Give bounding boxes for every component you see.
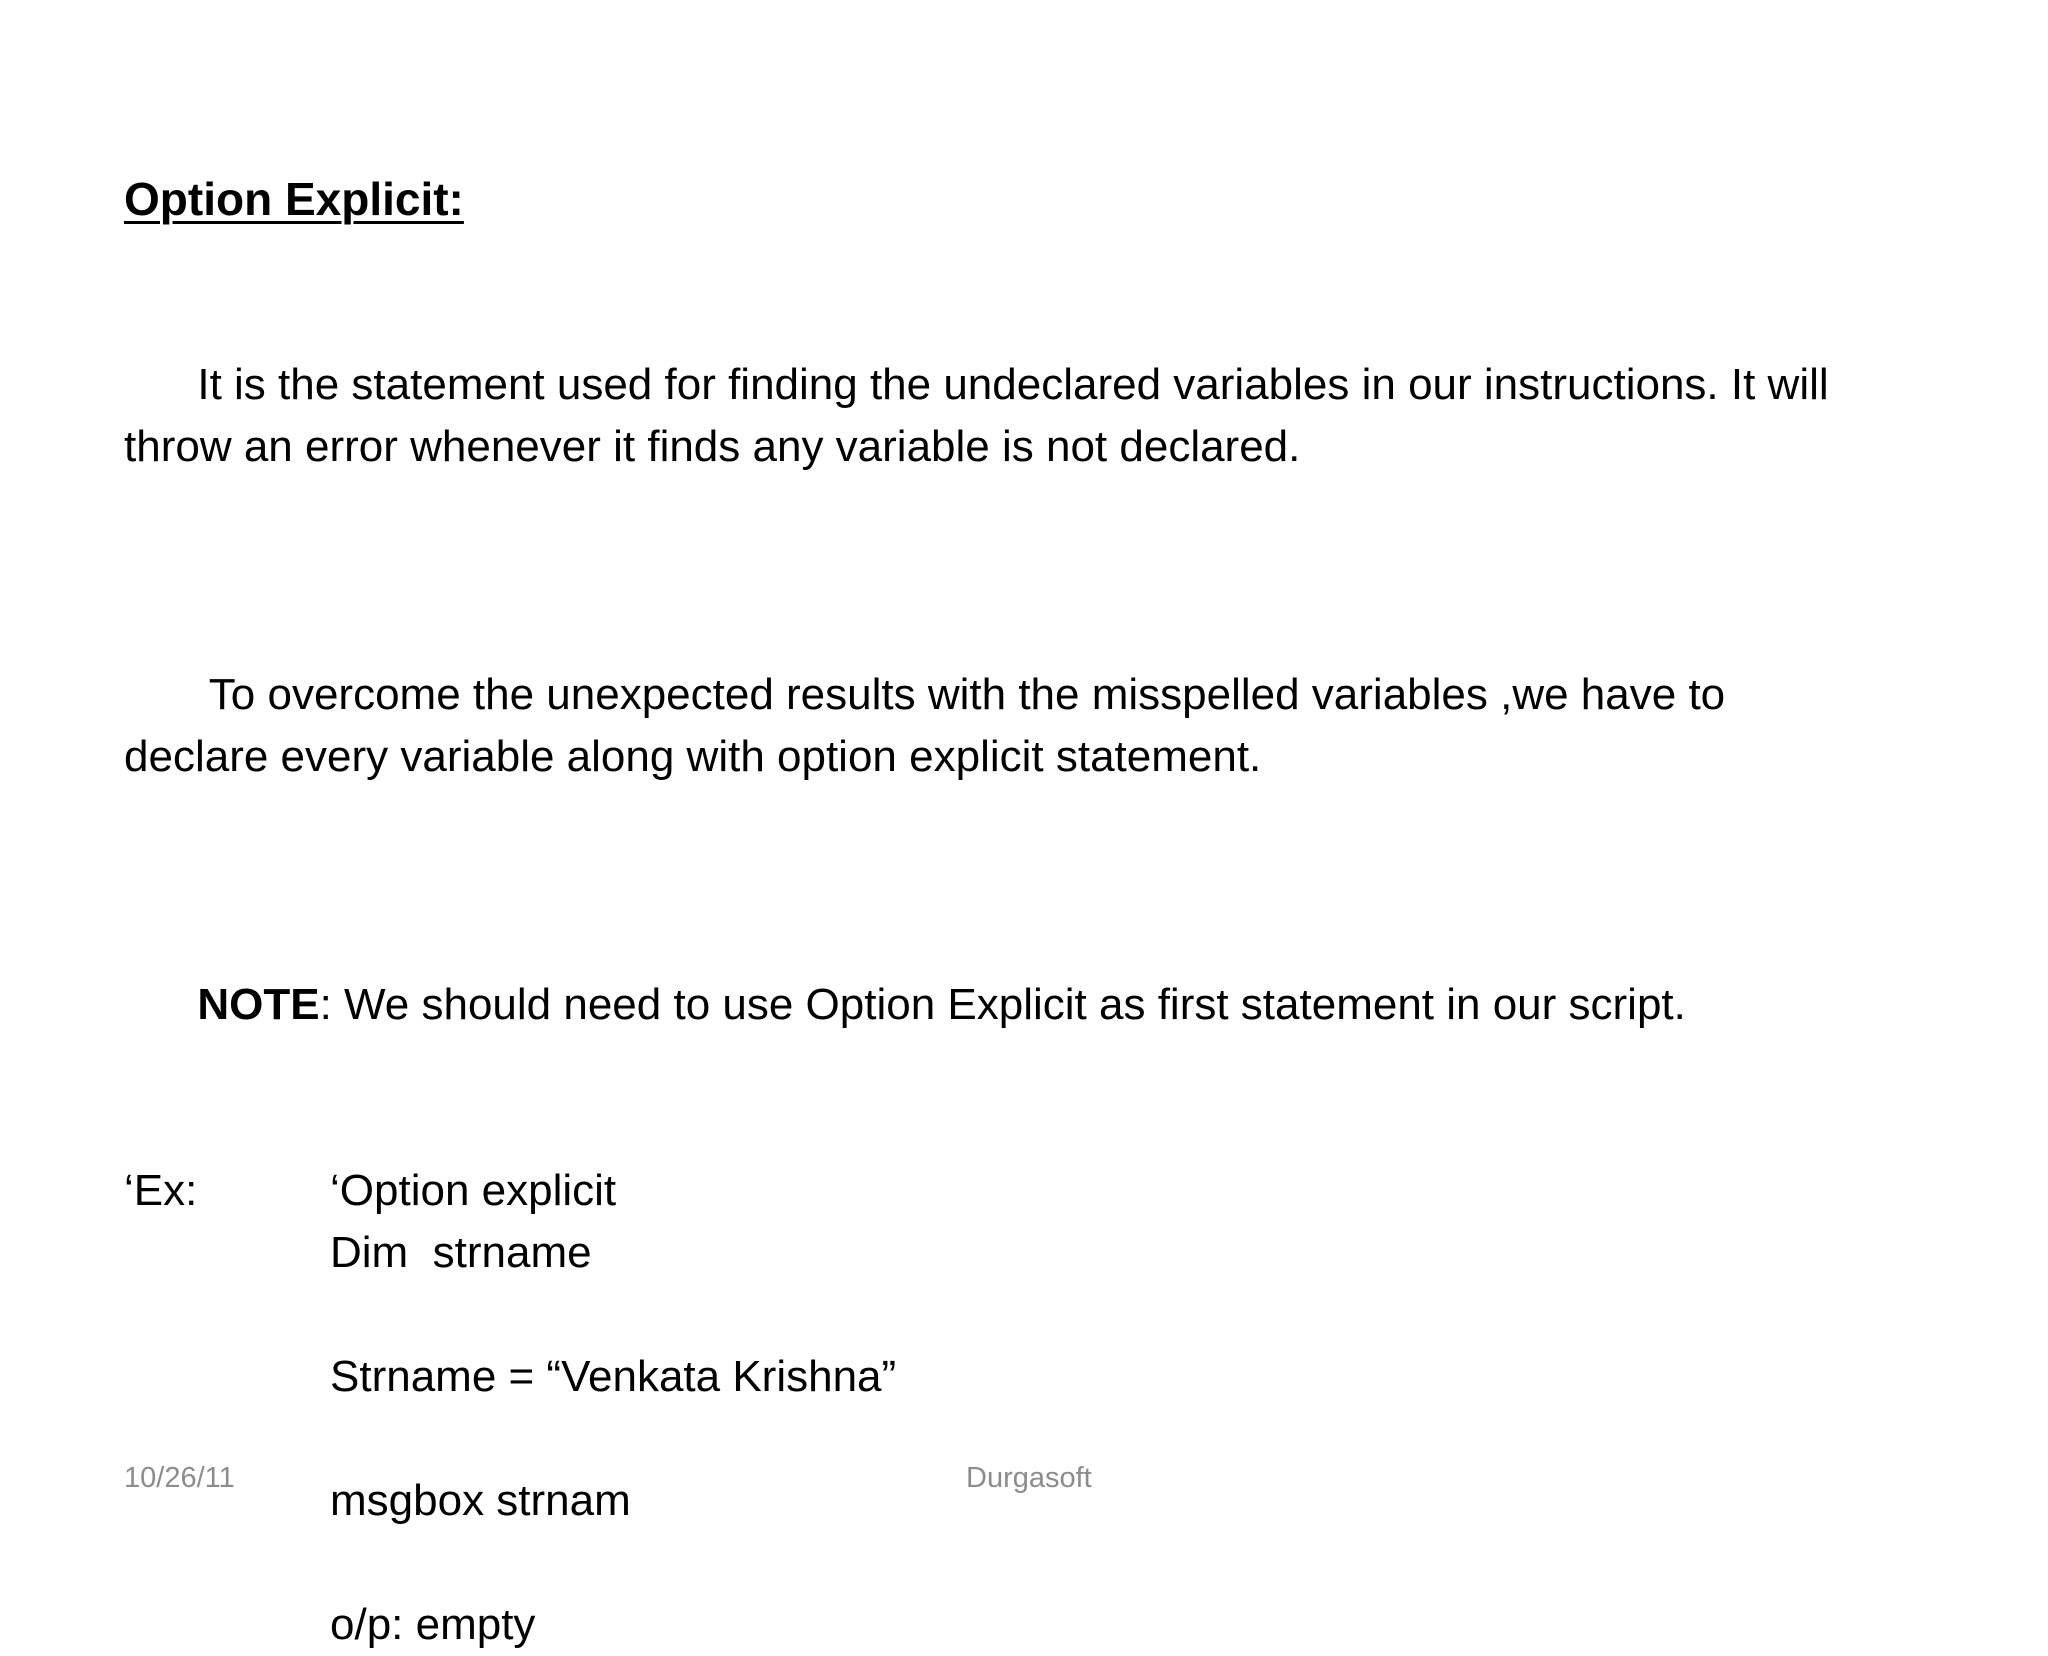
code-block (330, 1160, 1924, 1656)
code-blank-line (330, 1532, 1924, 1594)
paragraph-overcome (124, 602, 1824, 850)
spacer (124, 1098, 1924, 1160)
code-blank-line (330, 1408, 1924, 1470)
spacer (124, 540, 1924, 602)
footer-author: Durgasoft (966, 1462, 1092, 1494)
code-line: Strname = “Venkata Krishna” (330, 1352, 897, 1401)
example-label: ‘Ex: (124, 1166, 198, 1215)
code-example (124, 1160, 1924, 1656)
footer-date: 10/26/11 (124, 1462, 235, 1494)
paragraph-overcome-text: To overcome the unexpected results with the misspelled variables ,we have to declare every variable along with option explicit statement. (124, 670, 1738, 781)
note-label: NOTE (197, 980, 320, 1029)
code-line: Dim strname (330, 1228, 592, 1277)
note-text: : We should need to use Option Explicit as first statement in our script. (319, 980, 1686, 1029)
code-line: msgbox strnam (330, 1476, 631, 1525)
spacer (124, 230, 1924, 292)
paragraph-definition-text: It is the statement used for finding the undeclared variables in our instructions. It will throw an error whenever it finds any variable is not declared. (124, 360, 1841, 471)
code-blank-line (330, 1284, 1924, 1346)
code-line: ‘Option explicit (330, 1166, 617, 1215)
paragraph-definition (124, 292, 1844, 540)
code-line: o/p: empty (330, 1600, 536, 1649)
slide-content (124, 168, 1924, 1656)
note-paragraph (124, 912, 1924, 1098)
slide-title: Option Explicit: (124, 173, 464, 225)
spacer (124, 850, 1924, 912)
